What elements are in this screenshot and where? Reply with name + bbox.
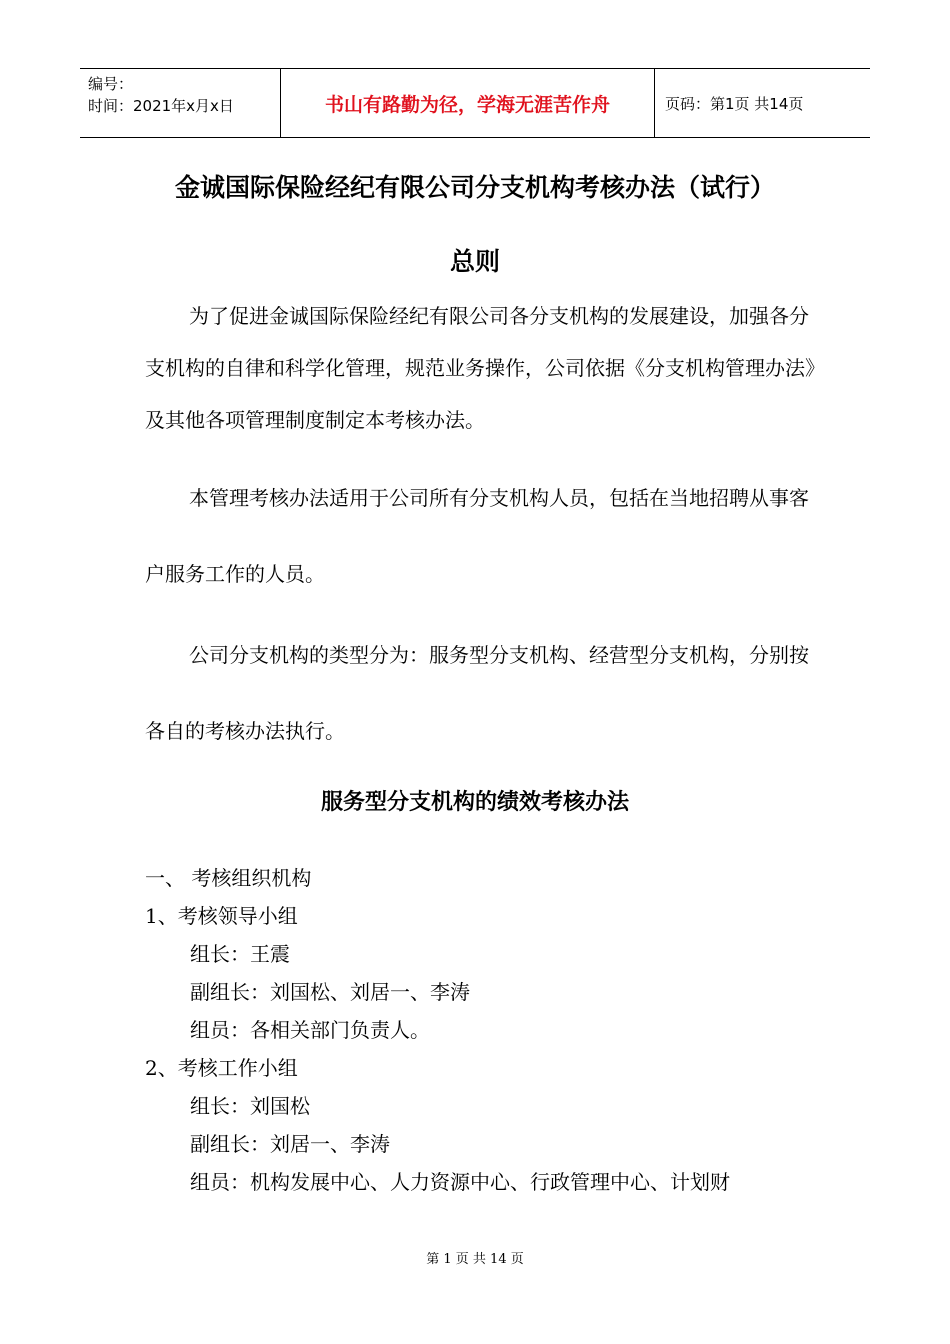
document-header <box>80 68 870 138</box>
section-heading: 服务型分支机构的绩效考核办法 <box>320 790 629 815</box>
sub1-title: 1、考核领导小组 <box>145 904 298 928</box>
item-one-heading: 一、 考核组织机构 <box>145 866 312 890</box>
page-footer: 第 1 页 共 14 页 <box>426 1252 524 1267</box>
time-label: 时间：2021年x月x日 <box>88 97 234 115</box>
sub2-title: 2、考核工作小组 <box>145 1056 298 1080</box>
header-page-info: 页码：第1页 共14页 <box>665 94 804 113</box>
sub2-members: 组员：机构发展中心、人力资源中心、行政管理中心、计划财 <box>190 1170 730 1194</box>
paragraph-types: 公司分支机构的类型分为：服务型分支机构、经营型分支机构，分别按各自的考核办法执行。 <box>145 643 809 743</box>
sub1-deputy: 副组长：刘国松、刘居一、李涛 <box>190 980 470 1004</box>
number-label: 编号： <box>88 75 134 93</box>
paragraph-scope: 本管理考核办法适用于公司所有分支机构人员，包括在当地招聘从事客户服务工作的人员。 <box>145 486 809 586</box>
sub1-members: 组员：各相关部门负责人。 <box>190 1018 430 1042</box>
document-title: 金诚国际保险经纪有限公司分支机构考核办法（试行） <box>174 173 775 202</box>
header-meta <box>80 69 280 137</box>
sub1-leader: 组长：王震 <box>190 942 290 966</box>
general-heading: 总则 <box>449 247 500 276</box>
sub2-leader: 组长：刘国松 <box>190 1094 310 1118</box>
paragraph-purpose: 为了促进金诚国际保险经纪有限公司各分支机构的发展建设，加强各分支机构的自律和科学化管理，规范业务操作，公司依据《分支机构管理办法》及其他各项管理制度制定本考核办法。 <box>145 304 815 432</box>
sub2-deputy: 副组长：刘居一、李涛 <box>190 1132 390 1156</box>
header-motto: 书山有路勤为径，学海无涯苦作舟 <box>280 69 655 137</box>
